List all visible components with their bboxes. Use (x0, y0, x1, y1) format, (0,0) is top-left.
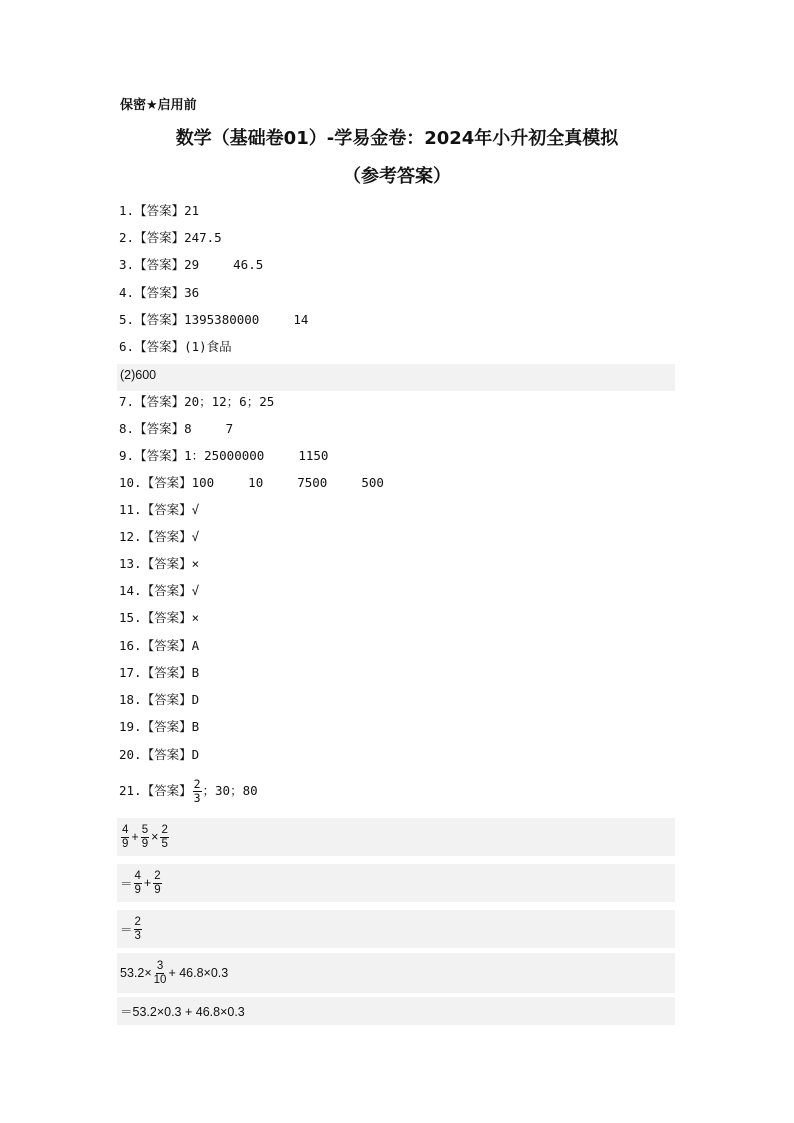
answer-label: 【答案】 (141, 783, 192, 798)
answer-value: 20；12；6；25 (184, 394, 275, 409)
answer-6-subpart (117, 364, 675, 391)
answer-label: 【答案】 (134, 394, 185, 409)
answer-label: 【答案】 (134, 421, 185, 436)
answer-number: 17. (119, 665, 142, 680)
answer-value: ；30；80 (202, 783, 258, 798)
answer-label: 【答案】 (141, 665, 192, 680)
answer-value: 1150 (298, 448, 329, 463)
answer-label: 【答案】 (134, 339, 185, 354)
answer-item-11 (119, 500, 199, 520)
answer-number: 6. (119, 339, 135, 354)
answer-item-21 (119, 773, 258, 809)
answer-label: 【答案】 (141, 502, 192, 517)
answer-item-2 (119, 228, 222, 248)
answer-label: 【答案】 (141, 692, 192, 707)
answer-item-10 (119, 473, 384, 493)
answer-number: 4. (119, 285, 135, 300)
answer-item-18 (119, 690, 199, 710)
solution-step-1: $\frac{4}{9}$ + $\frac{5}{9}$ × $\frac{2}{5}$ (117, 818, 675, 856)
answer-value: 36 (184, 285, 200, 300)
document-subtitle: （参考答案） (343, 166, 451, 187)
answer-value: B (191, 665, 200, 680)
answer-label: 【答案】 (141, 556, 192, 571)
check-mark: √ (191, 502, 200, 517)
answer-item-7 (119, 392, 274, 412)
answer-item-3 (119, 255, 263, 275)
answer-label: 【答案】 (141, 529, 192, 544)
confidential-label: 保密★启用前 (120, 98, 197, 113)
document-title: 数学（基础卷01）-学易金卷：2024年小升初全真模拟 (175, 128, 619, 149)
answer-label: 【答案】 (134, 285, 185, 300)
answer-value: 21 (184, 203, 200, 218)
solution-step-5: ＝53.2×0.3 + 46.8×0.3 (117, 997, 675, 1025)
answer-label: 【答案】 (134, 312, 185, 327)
check-mark: √ (191, 529, 200, 544)
answer-number: 18. (119, 692, 142, 707)
answer-number: 19. (119, 719, 142, 734)
fraction: $\frac{2}{3}$ (193, 776, 201, 805)
answer-label: 【答案】 (134, 203, 185, 218)
answer-item-19 (119, 717, 199, 737)
answer-number: 13. (119, 556, 142, 571)
answer-item-4 (119, 283, 199, 303)
fraction: $\frac{2}{3}$ (134, 915, 141, 942)
answer-value: 247.5 (184, 230, 222, 245)
answer-number: 9. (119, 448, 135, 463)
answer-value: 46.5 (233, 257, 264, 272)
fraction: $\frac{2}{5}$ (161, 823, 168, 850)
answer-value: 7500 (297, 475, 328, 490)
answer-value: 500 (361, 475, 384, 490)
solution-step-2: ＝ $\frac{4}{9}$ + $\frac{2}{9}$ (117, 864, 675, 902)
answer-value: 29 (184, 257, 200, 272)
check-mark: √ (191, 583, 200, 598)
answer-value: D (191, 747, 200, 762)
answer-value: 8 (184, 421, 192, 436)
answer-label: 【答案】 (141, 719, 192, 734)
answer-item-17 (119, 663, 199, 683)
answer-value: D (191, 692, 200, 707)
answer-item-1 (119, 201, 199, 221)
answer-value: 7 (225, 421, 234, 436)
answer-item-8 (119, 419, 233, 439)
answer-item-20 (119, 745, 199, 765)
answer-item-5 (119, 310, 308, 330)
answer-number: 15. (119, 610, 142, 625)
answer-number: 10. (119, 475, 142, 490)
fraction: $\frac{4}{9}$ (134, 869, 141, 896)
answer-value: 100 (191, 475, 215, 490)
answer-label: 【答案】 (141, 475, 192, 490)
answer-number: 20. (119, 747, 142, 762)
answer-number: 2. (119, 230, 135, 245)
solution-step-4: 53.2× $\frac{3}{10}$ + 46.8×0.3 (117, 953, 675, 993)
fraction: $\frac{5}{9}$ (141, 823, 149, 850)
answer-label: 【答案】 (141, 583, 192, 598)
answer-number: 7. (119, 394, 135, 409)
answer-label: 【答案】 (141, 638, 192, 653)
fraction: $\frac{3}{10}$ (153, 959, 167, 986)
answer-item-6 (119, 337, 232, 357)
answer-label: 【答案】 (134, 448, 185, 463)
fraction: $\frac{2}{9}$ (154, 869, 161, 896)
answer-item-9 (119, 446, 328, 466)
cross-mark: × (191, 610, 200, 625)
answer-number: 5. (119, 312, 135, 327)
answer-value: A (191, 638, 200, 653)
answer-value: (1)食品 (184, 339, 232, 354)
answer-value: 14 (293, 312, 309, 327)
answer-item-12 (119, 527, 199, 547)
fraction: $\frac{4}{9}$ (122, 823, 129, 850)
answer-number: 11. (119, 502, 142, 517)
answer-label: 【答案】 (141, 747, 192, 762)
answer-label: 【答案】 (134, 230, 185, 245)
cross-mark: × (191, 556, 200, 571)
answer-number: 8. (119, 421, 135, 436)
answer-number: 14. (119, 583, 142, 598)
answer-item-14 (119, 581, 199, 601)
answer-number: 21. (119, 783, 142, 798)
subpart-text: (2)600 (120, 368, 157, 382)
answer-number: 3. (119, 257, 135, 272)
answer-item-16 (119, 636, 199, 656)
answer-label: 【答案】 (141, 610, 192, 625)
answer-number: 16. (119, 638, 142, 653)
answer-value: B (191, 719, 200, 734)
answer-item-13 (119, 554, 199, 574)
answer-number: 1. (119, 203, 135, 218)
answer-value: 1395380000 (184, 312, 260, 327)
answer-value: 10 (248, 475, 264, 490)
answer-item-15 (119, 608, 199, 628)
answer-number: 12. (119, 529, 142, 544)
solution-step-3: ＝ $\frac{2}{3}$ (117, 910, 675, 948)
answer-label: 【答案】 (134, 257, 185, 272)
answer-value: 1：25000000 (184, 448, 265, 463)
